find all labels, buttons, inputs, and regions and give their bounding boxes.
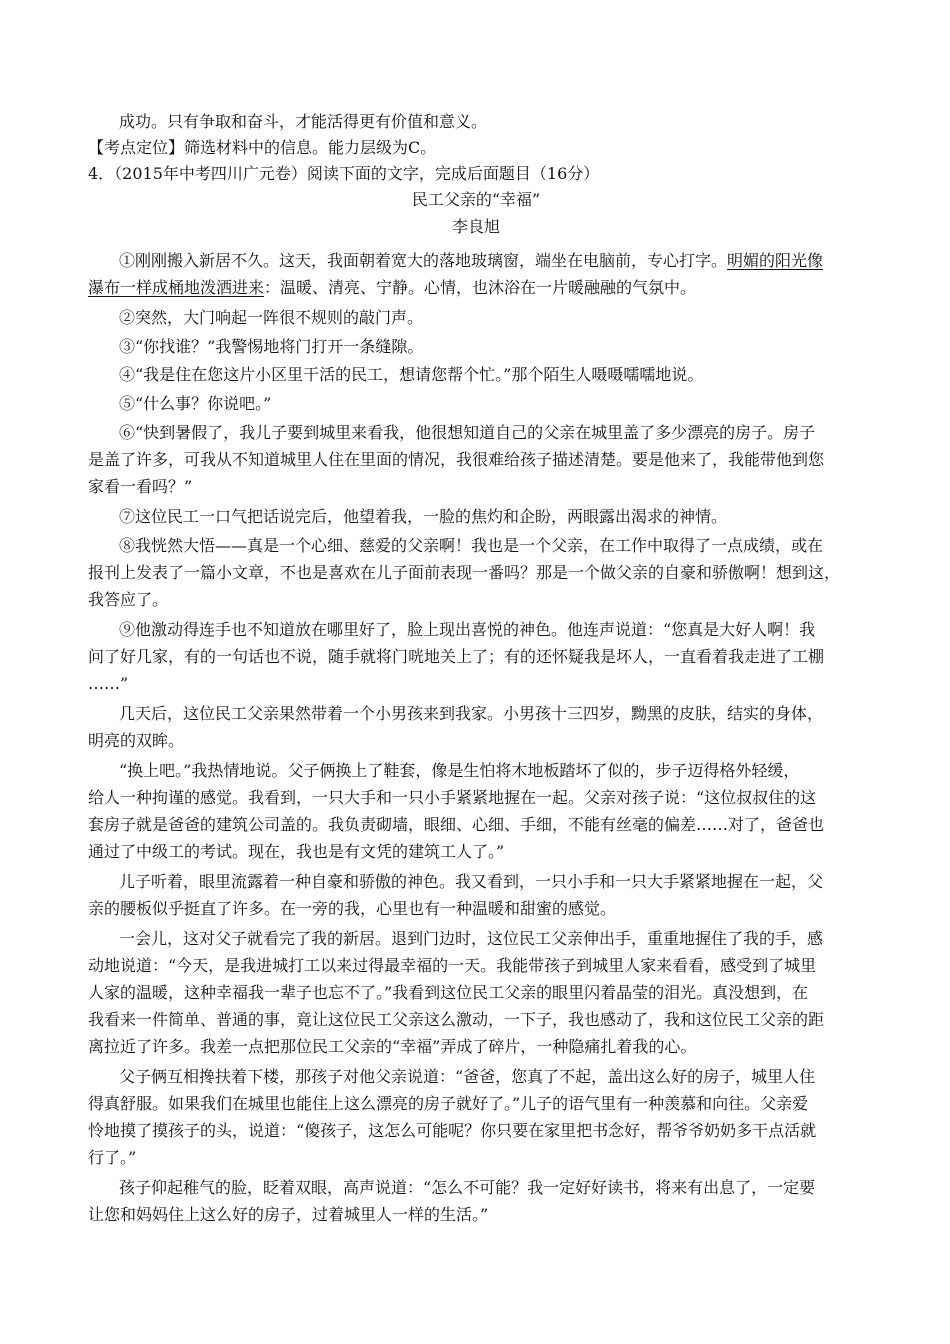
paragraph-13-line-2: 动地说道：“今天，是我进城打工以来过得最幸福的一天。我能带孩子到城里人家来看看，感受到了城里 [88,956,817,975]
underlined-sentence: 明媚的阳光像 [727,251,824,270]
underlined-sentence: 瀑布一样成桶地泼洒进来 [88,278,265,297]
paragraph-11-line-4: 通过了中级工的考试。现在，我也是有文凭的建筑工人了。” [88,842,505,861]
paragraph-14-line-1: 父子俩互相搀扶着下楼，那孩子对他父亲说道：“爸爸，您真了不起，盖出这么好的房子，城里人住 [119,1067,816,1086]
paragraph-10-line-2: 明亮的双眸。 [88,731,185,750]
paragraph-1-text: ：温暖、清亮、宁静。心情，也沐浴在一片暖融融的气氛中。 [264,278,697,297]
paragraph-14-line-4: 行了。” [88,1148,137,1167]
paragraph-11-line-2: 给人一种拘谨的感觉。我看到，一只大手和一只小手紧紧地握在一起。父亲对孩子说：“这位叔叔住的这 [88,788,817,807]
paragraph-6-line-3: 家看一看吗？” [88,477,193,496]
paragraph-5: ⑤“什么事？你说吧。” [119,394,272,413]
paragraph-13-line-1: 一会儿，这对父子就看完了我的新居。退到门边时，这位民工父亲伸出手，重重地握住了我的手，感 [119,929,824,948]
article-author: 李良旭 [451,217,500,236]
paragraph-4: ④“我是住在您这片小区里干活的民工，想请您帮个忙。”那个陌生人嗫嗫嚅嚅地说。 [119,365,704,384]
paragraph-7: ⑦这位民工一口气把话说完后，他望着我，一脸的焦灼和企盼，两眼露出渴求的神情。 [119,507,728,526]
paragraph-8-line-2: 报刊上发表了一篇小文章，不也是喜欢在儿子面前表现一番吗？那是一个做父亲的自豪和骄傲啊！想到这， [88,563,841,582]
paragraph-13-line-5: 离拉近了许多。我差一点把那位民工父亲的“幸福”弄成了碎片，一种隐痛扎着我的心。 [88,1037,697,1056]
paragraph-8-line-3: 我答应了。 [88,590,169,609]
paragraph-3: ③“你找谁？”我警惕地将门打开一条缝隙。 [119,337,424,356]
paragraph-8-line-1: ⑧我恍然大悟——真是一个心细、慈爱的父亲啊！我也是一个父亲，在工作中取得了一点成绩，或在 [119,536,824,555]
paragraph-15-line-2: 让您和妈妈住上这么好的房子，过着城里人一样的生活。” [88,1205,489,1224]
paragraph-9-line-3: ……” [88,674,129,693]
paragraph-1-text: ①刚刚搬入新居不久。这天，我面朝着宽大的落地玻璃窗，端坐在电脑前，专心打字。 [119,251,728,270]
paragraph-14-line-3: 怜地摸了摸孩子的头，说道：“傻孩子，这怎么可能呢？你只要在家里把书念好，帮爷爷奶奶多干点活就 [88,1121,817,1140]
paragraph-10-line-1: 几天后，这位民工父亲果然带着一个小男孩来到我家。小男孩十三四岁，黝黑的皮肤，结实的身体， [119,704,824,723]
paragraph-9-line-1: ⑨他激动得连手也不知道放在哪里好了，脸上现出喜悦的神色。他连声说道：“您真是大好人啊！我 [119,620,816,639]
paragraph-13-line-3: 人家的温暖，这种幸福我一辈子也忘不了。”我看到这位民工父亲的眼里闪着晶莹的泪光。真没想到，在 [88,983,809,1002]
paragraph-2: ②突然，大门响起一阵很不规则的敲门声。 [119,308,424,327]
paragraph-14-line-2: 得真舒服。如果我们在城里也能住上这么漂亮的房子就好了。”儿子的语气里有一种羡慕和向往。父亲爱 [88,1094,809,1113]
article-title: 民工父亲的“幸福” [411,190,541,209]
kaodian-line: 【考点定位】筛选材料中的信息。能力层级为C。 [88,138,437,157]
paragraph-1-line-2 [88,275,864,301]
intro-conclusion: 成功。只有争取和奋斗，才能活得更有价值和意义。 [119,112,488,131]
paragraph-15-line-1: 孩子仰起稚气的脸，眨着双眼，高声说道：“怎么不可能？我一定好好读书，将来有出息了，一定要 [119,1178,816,1197]
paragraph-12-line-2: 亲的腰板似乎挺直了许多。在一旁的我，心里也有一种温暖和甜蜜的感觉。 [88,899,617,918]
paragraph-1-line-1 [119,248,864,274]
paragraph-13-line-4: 我看来一件简单、普通的事，竟让这位民工父亲这么激动，一下子，我也感动了，我和这位民工父亲的距 [88,1010,825,1029]
paragraph-6-line-1: ⑥“快到暑假了，我儿子要到城里来看我，他很想知道自己的父亲在城里盖了多少漂亮的房子。房子 [119,423,816,442]
question-header: 4．（2015年中考四川广元卷）阅读下面的文字，完成后面题目（16分） [88,164,600,183]
paragraph-11-line-3: 套房子就是爸爸的建筑公司盖的。我负责砌墙，眼细、心细、手细，不能有丝毫的偏差……对了，爸爸也 [88,815,825,834]
paragraph-11-line-1: “换上吧。”我热情地说。父子俩换上了鞋套，像是生怕将木地板踏坏了似的，步子迈得格外轻缓， [119,761,800,780]
paragraph-9-line-2: 问了好几家，有的一句话也不说，随手就将门咣地关上了；有的还怀疑我是坏人，一直看着我走进了工棚 [88,647,825,666]
paragraph-6-line-2: 是盖了许多，可我从不知道城里人住在里面的情况，我很难给孩子描述清楚。要是他来了，我能带他到您 [88,450,825,469]
paragraph-12-line-1: 儿子听着，眼里流露着一种自豪和骄傲的神色。我又看到，一只小手和一只大手紧紧地握在一起，父 [119,872,824,891]
